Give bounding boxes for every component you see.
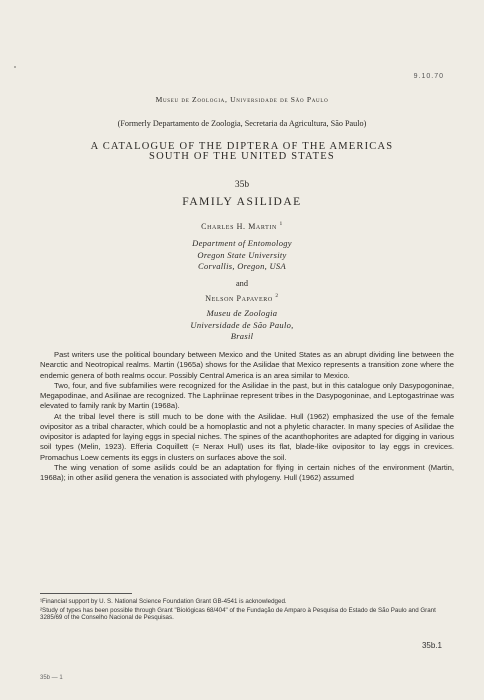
paper-speck [14,66,16,68]
affiliation-line: Museu de Zoologia [206,308,278,318]
author-1 [40,222,444,231]
author-1-affiliation [40,238,444,273]
affiliation-line: Brasil [230,331,254,341]
section-number: 35b [234,180,250,190]
page-number: 35b.1 [421,641,442,650]
title-line-2: SOUTH OF THE UNITED STATES [149,151,335,162]
institution-header: Museu de Zoologia, Universidade de São Paulo [155,95,329,104]
title-line-1: A CATALOGUE OF THE DIPTERA OF THE AMERICAS [90,141,394,152]
former-name-line: (Formerly Departamento de Zoologia, Secretaria da Agricultura, São Paulo) [117,119,367,128]
footnote: ¹Financial support by U. S. National Science Foundation Grant GB-4541 is acknowledged. [40,598,287,605]
paragraph: Past writers use the political boundary between Mexico and the United States as an abrupt dividing line between the Nearctic and Neotropical realms. Martin (1965a) shows for the Asilidae that Mexico represents a transition zone where the endemic genera of both realms occur. Possibly Central America is an area similar to Mexico. [40,350,454,380]
catalogue-title [40,142,444,162]
date-stamp: 9.10.70 [413,73,444,80]
paragraph: Two, four, and five subfamilies were recognized for the Asilidae in the past, but in this catalogue only Dasypogoninae, Megapodinae, and Asilinae are recognized. The Laphriinae represent tribes in the Dasypogoninae, and Leptogastrinae was elevated to family rank by Martin (1968a). [40,380,454,411]
affiliation-line: Department of Entomology [192,238,292,248]
footnotes [40,598,440,623]
author-1-footnote-mark: 1 [279,221,283,227]
affiliation-line: Universidade de São Paulo, [190,319,294,330]
affiliation-line: Oregon State University [197,249,287,260]
affiliation-line: Corvallis, Oregon, USA [198,261,286,271]
family-heading: FAMILY ASILIDAE [182,196,302,208]
paragraph: At the tribal level there is still much to be done with the Asilidae. Hull (1962) emphasized the use of the female ovipositor as a tribal character, which could be a homoplastic and not a phyletic character. In many species of Asilidae the ovipositor is adapted for laying eggs in special niches. The spines of the acanthophorites are adapted for digging in various soil types (Melin, 1923). Efferia Coquillett (= Nerax Hull) uses its flat, blade-like ovipositor to lay eggs in crevices. Promachus Loew cements its eggs in clusters on surfaces above the soil. [40,411,454,462]
author-2-footnote-mark: 2 [275,293,279,299]
footnote: ²Study of types has been possible through Grant "Biológicas 68/404" of the Fundação de Amparo à Pesquisa do Estado de São Paulo and Grant 3285/69 of the Conselho Nacional de Pesquisas. [40,606,436,622]
footer-page-label: 35b — 1 [40,675,63,681]
paragraph: The wing venation of some asilids could be an adaptation for flying in certain niches of the environment (Martin, 1968a); in other asilid genera the venation is associated with phylogeny. Hull (1962) assumed [40,462,454,482]
body-text [40,350,454,483]
author-2 [40,294,444,303]
footnote-rule [40,593,132,594]
author-2-name: Nelson Papavero [205,294,273,303]
and-separator: and [236,279,248,288]
author-2-affiliation [40,308,444,343]
author-1-name: Charles H. Martin [201,222,277,231]
